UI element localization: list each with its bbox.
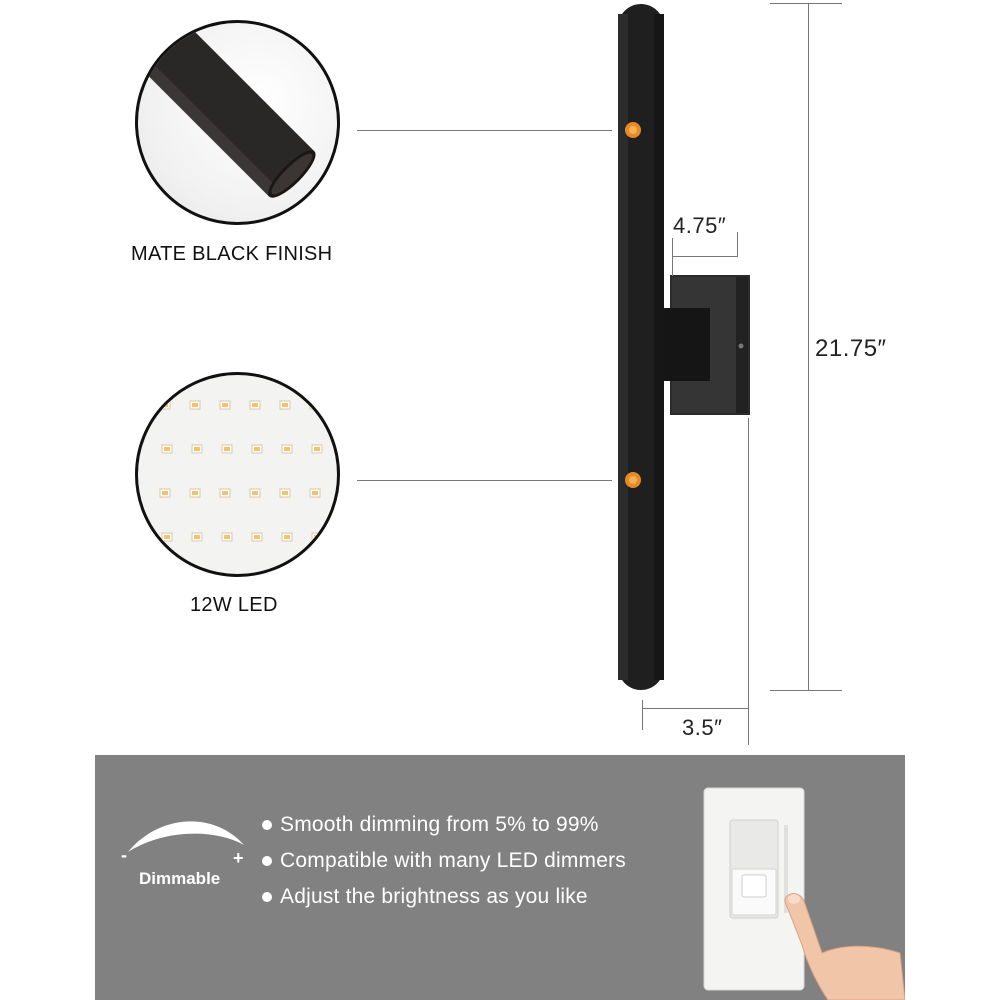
led-chip-core xyxy=(314,535,320,539)
height-dimension-line xyxy=(808,3,809,691)
led-chip xyxy=(310,401,320,409)
finish-closeup-image xyxy=(135,20,340,225)
led-chip-core xyxy=(252,403,258,407)
led-label: 12W LED xyxy=(190,594,278,616)
dimmable-minus: - xyxy=(121,845,127,865)
feature-text: Smooth dimming from 5% to 99% xyxy=(280,813,599,836)
feature-item xyxy=(262,885,588,909)
led-chip-core xyxy=(284,535,290,539)
depth-dimension-line xyxy=(642,708,749,709)
led-chip-core xyxy=(164,535,170,539)
led-chip-core xyxy=(282,403,288,407)
finish-label: MATE BLACK FINISH xyxy=(131,243,333,265)
led-chip-core xyxy=(282,491,288,495)
led-chip-core xyxy=(192,491,198,495)
feature-item xyxy=(262,813,599,837)
dimmable-plus: + xyxy=(233,848,244,868)
finish-leader-line xyxy=(357,130,612,131)
led-chip-core xyxy=(254,447,260,451)
tube-end-illustration xyxy=(138,23,340,225)
led-chip-core xyxy=(222,403,228,407)
led-chip xyxy=(312,533,322,541)
width-tick-right xyxy=(737,232,738,256)
led-chip-core xyxy=(164,447,170,451)
led-chip-core xyxy=(224,447,230,451)
led-chip-core xyxy=(312,403,318,407)
led-chip-core xyxy=(224,535,230,539)
led-leader-line xyxy=(357,480,612,481)
height-label: 21.75″ xyxy=(815,335,887,362)
depth-label: 3.5″ xyxy=(682,715,723,740)
led-chip-core xyxy=(162,491,168,495)
dimmable-badge-label: Dimmable xyxy=(139,869,221,888)
feature-text: Adjust the brightness as you like xyxy=(280,885,588,908)
connector-arm xyxy=(664,308,710,381)
feature-item xyxy=(262,849,626,873)
wall-sconce-illustration xyxy=(600,0,780,720)
led-chip-core xyxy=(252,491,258,495)
width-tick-left xyxy=(672,238,673,276)
led-chip-core xyxy=(194,447,200,451)
bullet-icon xyxy=(262,820,272,830)
led-chip-core xyxy=(312,491,318,495)
led-chip-core xyxy=(222,491,228,495)
screw-icon xyxy=(739,344,744,349)
bullet-icon xyxy=(262,892,272,902)
width-dimension-line xyxy=(672,256,738,257)
led-chip-core xyxy=(162,403,168,407)
led-chip-core xyxy=(284,447,290,451)
depth-tick-right xyxy=(748,418,749,745)
feature-text: Compatible with many LED dimmers xyxy=(280,849,627,872)
led-closeup-image xyxy=(135,372,340,577)
led-chip-grid xyxy=(138,375,340,577)
height-tick-top xyxy=(770,3,842,4)
led-chip-core xyxy=(314,447,320,451)
led-chip-core xyxy=(192,403,198,407)
height-tick-bottom xyxy=(770,690,842,691)
led-chip-core xyxy=(254,535,260,539)
bullet-icon xyxy=(262,856,272,866)
depth-tick-left xyxy=(642,700,643,730)
backplate-width-label: 4.75″ xyxy=(673,213,727,238)
dimmer-switch-image xyxy=(700,785,905,1000)
led-chip-core xyxy=(194,535,200,539)
